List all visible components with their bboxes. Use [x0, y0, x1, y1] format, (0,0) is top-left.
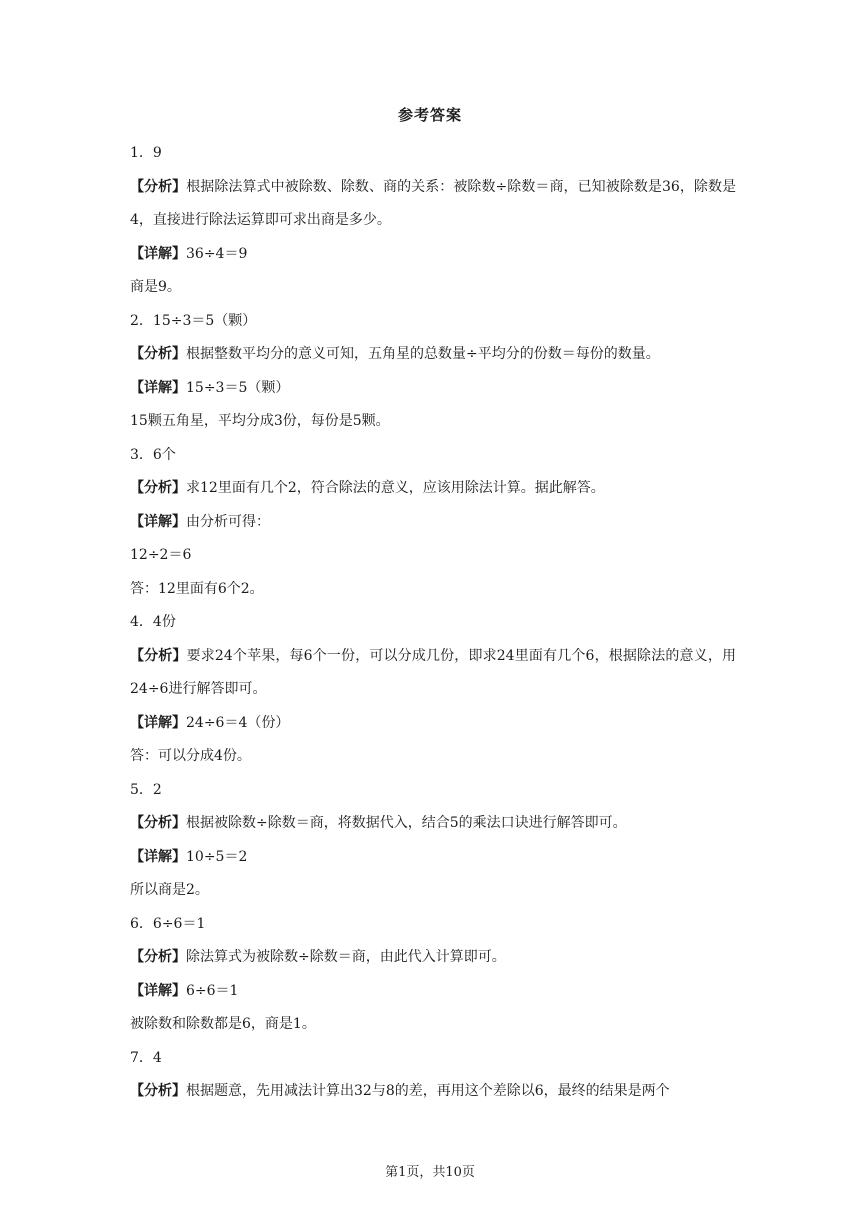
- detail-tag: 【详解】: [130, 379, 186, 396]
- analysis-paragraph: [130, 1075, 736, 1109]
- detail-paragraph: [130, 372, 736, 406]
- analysis-text: 求12里面有几个2，符合除法的意义，应该用除法计算。据此解答。: [186, 480, 605, 496]
- detail-line: 答：12里面有6个2。: [130, 580, 264, 597]
- analysis-text: 根据整数平均分的意义可知，五角星的总数量÷平均分的份数＝每份的数量。: [186, 346, 660, 362]
- detail-text: 36÷4＝9: [186, 245, 248, 262]
- analysis-paragraph: [130, 338, 736, 372]
- question-number: 6．6÷6＝1: [130, 915, 206, 932]
- detail-line: 所以商是2。: [130, 882, 209, 898]
- question-number: 2．15÷3＝5（颗）: [130, 312, 257, 329]
- question-number: 7．4: [130, 1049, 162, 1066]
- analysis-tag: 【分析】: [130, 480, 186, 496]
- analysis-paragraph: [130, 941, 736, 975]
- detail-tag: 【详解】: [130, 848, 186, 865]
- analysis-text: 除法算式为被除数÷除数＝商，由此代入计算即可。: [186, 949, 506, 965]
- question-number: 3．6个: [130, 446, 176, 463]
- detail-tag: 【详解】: [130, 714, 186, 731]
- detail-text: 10÷5＝2: [186, 848, 248, 865]
- detail-line: 被除数和除数都是6，商是1。: [130, 1016, 316, 1032]
- detail-paragraph: [130, 707, 736, 741]
- analysis-text: 根据题意，先用减法计算出32与8的差，再用这个差除以6，最终的结果是两个: [186, 1083, 670, 1099]
- analysis-tag: 【分析】: [130, 647, 187, 664]
- page-title: 参考答案: [397, 106, 462, 124]
- question-number: 1．9: [130, 145, 162, 161]
- question-number: 4．4份: [130, 614, 176, 630]
- detail-paragraph: [130, 238, 736, 272]
- detail-text: 15÷3＝5（颗）: [186, 379, 290, 396]
- detail-text: 由分析可得：: [186, 513, 270, 530]
- analysis-tag: 【分析】: [130, 949, 186, 965]
- analysis-paragraph: [130, 640, 736, 707]
- detail-line: 答：可以分成4份。: [130, 748, 251, 764]
- detail-line: 15颗五角星，平均分成3份，每份是5颗。: [130, 413, 390, 429]
- analysis-tag: 【分析】: [130, 346, 186, 362]
- page-footer: 第1页，共10页: [385, 1165, 475, 1180]
- analysis-paragraph: [130, 171, 736, 238]
- detail-line: 商是9。: [130, 279, 181, 295]
- analysis-paragraph: [130, 807, 736, 841]
- question-number: 5．2: [130, 781, 162, 798]
- analysis-tag: 【分析】: [130, 815, 186, 831]
- analysis-tag: 【分析】: [130, 178, 187, 195]
- detail-line: 12÷2＝6: [130, 547, 192, 563]
- detail-paragraph: [130, 506, 736, 540]
- answer-list: [130, 137, 736, 1109]
- analysis-text: 根据被除数÷除数＝商，将数据代入，结合5的乘法口诀进行解答即可。: [186, 815, 627, 831]
- analysis-text: 要求24个苹果，每6个一份，可以分成几份，即求24里面有几个6，根据除法的意义，用24÷6进行解答即可。: [130, 647, 736, 697]
- detail-paragraph: [130, 841, 736, 875]
- detail-tag: 【详解】: [130, 982, 186, 999]
- detail-paragraph: [130, 975, 736, 1009]
- detail-text: 24÷6＝4（份）: [186, 714, 290, 731]
- analysis-tag: 【分析】: [130, 1083, 186, 1099]
- analysis-paragraph: [130, 472, 736, 506]
- detail-tag: 【详解】: [130, 513, 186, 530]
- detail-text: 6÷6＝1: [186, 982, 239, 999]
- detail-tag: 【详解】: [130, 245, 186, 262]
- analysis-text: 根据除法算式中被除数、除数、商的关系：被除数÷除数＝商，已知被除数是36，除数是4，直接进行除法运算即可求出商是多少。: [130, 178, 736, 228]
